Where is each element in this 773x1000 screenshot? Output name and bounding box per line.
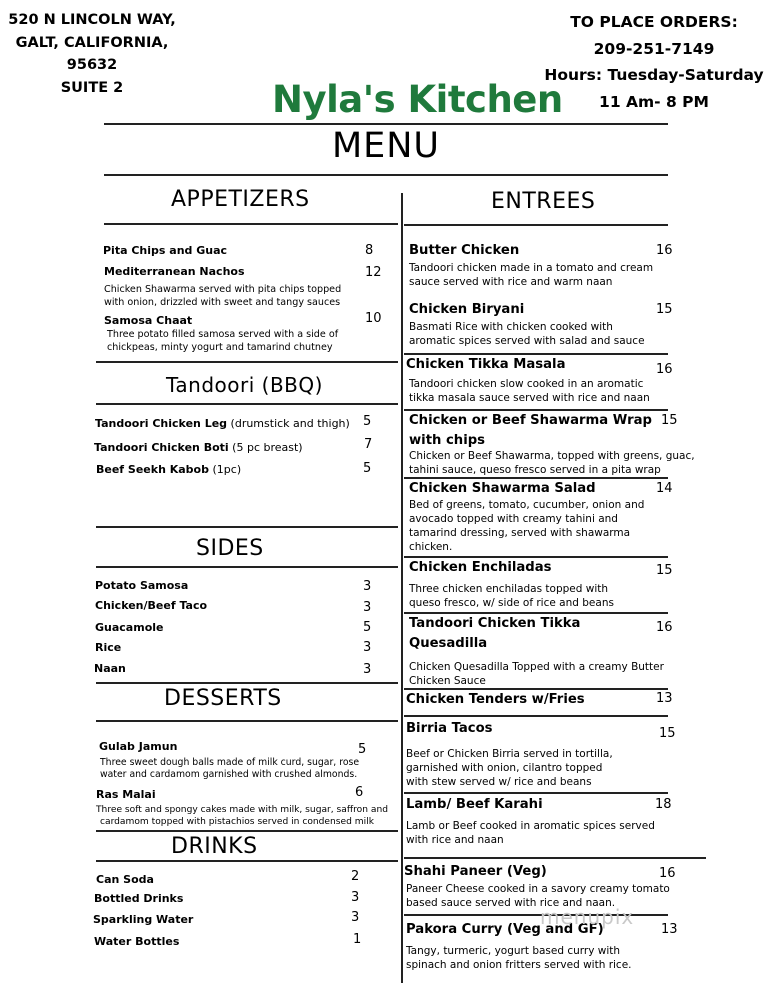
menu-item-price: 10 (365, 311, 382, 326)
menu-item-price: 5 (358, 742, 367, 757)
divider (404, 792, 668, 794)
divider (96, 830, 398, 832)
entree-name: Pakora Curry (Veg and GF) (406, 922, 604, 937)
entree-name: Chicken or Beef Shawarma Wrap with chips (409, 413, 652, 448)
menu-item-name: Beef Seekh Kabob (1pc) (96, 463, 242, 476)
entree-price: 15 (661, 413, 678, 428)
entree-desc: Tandoori chicken made in a tomato and cream sauce served with rice and warm naan (409, 262, 654, 288)
menu-item-price: 1 (353, 932, 362, 947)
entree-name: Chicken Tenders w/Fries (406, 692, 585, 707)
entree-desc: Lamb or Beef cooked in aromatic spices served with rice and naan (406, 820, 655, 846)
entree-price: 16 (656, 620, 673, 635)
entree-price: 16 (656, 243, 673, 258)
entree-desc: Basmati Rice with chicken cooked with aromatic spices served with salad and sauce (409, 321, 645, 347)
section-title-sides: SIDES (196, 536, 264, 561)
menu-item-price: 3 (363, 579, 372, 594)
divider (96, 682, 398, 684)
entree-price: 15 (656, 563, 673, 578)
menu-item-price: 7 (364, 437, 373, 452)
orders-block (535, 9, 773, 115)
divider (96, 526, 398, 528)
entree-desc: Chicken or Beef Shawarma, topped with greens, guac, tahini sauce, queso fresco served in a pita wrap (409, 450, 695, 476)
divider (404, 857, 706, 859)
entree-name: Chicken Enchiladas (409, 560, 552, 575)
menu-item-price: 5 (363, 620, 372, 635)
hours-days: Hours: Tuesday-Saturday (544, 66, 764, 84)
address-line: GALT, CALIFORNIA, (15, 34, 169, 51)
entree-price: 14 (656, 481, 673, 496)
entree-price: 16 (656, 362, 673, 377)
menu-item-price: 3 (363, 600, 372, 615)
entree-desc: Tandoori chicken slow cooked in an aromatic tikka masala sauce served with rice and naan (409, 378, 650, 404)
column-divider (401, 193, 403, 983)
menu-item-price: 2 (351, 869, 360, 884)
menu-item-name: Sparkling Water (93, 913, 194, 926)
entree-name: Lamb/ Beef Karahi (406, 797, 543, 812)
menu-item-desc: Chicken Shawarma served with pita chips topped with onion, drizzled with sweet and tangy sauces (104, 284, 342, 308)
entree-name: Shahi Paneer (Veg) (404, 864, 547, 879)
entree-desc: Beef or Chicken Birria served in tortilla, garnished with onion, cilantro topped with stew served w/ rice and beans (406, 748, 613, 788)
entree-desc: Chicken Quesadilla Topped with a creamy Butter Chicken Sauce (409, 661, 664, 687)
menu-item-desc: Three sweet dough balls made of milk curd, sugar, rose water and cardamom garnished with crushed almonds. (100, 757, 360, 780)
menu-item-desc: Three potato filled samosa served with a side of chickpeas, minty yogurt and tamarind chutney (107, 329, 339, 353)
orders-label: TO PLACE ORDERS: (570, 13, 738, 31)
entree-desc: Bed of greens, tomato, cucumber, onion and avocado topped with creamy tahini and tamarind dressing, served with shawarma chicken. (409, 499, 645, 553)
menu-item-price: 5 (363, 414, 372, 429)
menu-item-price: 3 (363, 640, 372, 655)
watermark: menupix (540, 905, 635, 929)
section-title-desserts: DESSERTS (164, 686, 282, 711)
menu-item-name: Gulab Jamun (99, 740, 178, 753)
section-title-entrees: ENTREES (491, 189, 596, 214)
menu-item-price: 5 (363, 461, 372, 476)
menu-item-price: 6 (355, 785, 364, 800)
menu-item-name: Tandoori Chicken Boti (5 pc breast) (94, 441, 303, 454)
hours-time: 11 Am- 8 PM (599, 92, 709, 111)
menu-item-name: Tandoori Chicken Leg (drumstick and thigh) (95, 417, 350, 430)
address-line: SUITE 2 (60, 79, 124, 96)
section-title-drinks: DRINKS (171, 834, 258, 859)
entree-desc: Paneer Cheese cooked in a savory creamy tomato based sauce served with rice and naan. (406, 883, 670, 909)
menu-item-price: 3 (351, 910, 360, 925)
entree-price: 16 (659, 866, 676, 881)
entree-price: 15 (656, 302, 673, 317)
divider (104, 174, 668, 176)
menu-item-name: Potato Samosa (95, 579, 189, 592)
menu-item-name: Naan (94, 662, 126, 675)
divider (404, 715, 668, 717)
menu-item-name: Mediterranean Nachos (104, 265, 245, 278)
entree-price: 13 (656, 691, 673, 706)
entree-desc: Tangy, turmeric, yogurt based curry with spinach and onion fritters served with rice. (406, 945, 632, 971)
entree-name: Chicken Tikka Masala (406, 357, 566, 372)
menu-item-desc: Three soft and spongy cakes made with milk, sugar, saffron and cardamom topped with pistachios served in condensed milk (96, 805, 388, 827)
divider (96, 361, 398, 363)
menu-item-price: 3 (363, 662, 372, 677)
entree-name: Birria Tacos (406, 721, 493, 736)
divider (96, 403, 398, 405)
entree-price: 18 (655, 797, 672, 812)
divider (96, 720, 398, 722)
address-line: 520 N LINCOLN WAY, (8, 12, 176, 28)
section-title-tandoori: Tandoori (BBQ) (166, 373, 323, 397)
divider (104, 123, 668, 125)
menu-title: MENU (331, 126, 441, 166)
restaurant-name: Nyla's Kitchen (272, 78, 563, 121)
menu-item-name: Ras Malai (96, 788, 156, 801)
divider (96, 860, 398, 862)
menu-item-name: Bottled Drinks (94, 892, 184, 905)
divider (404, 224, 668, 226)
menu-item-price: 3 (351, 890, 360, 905)
section-title-appetizers: APPETIZERS (171, 187, 310, 212)
menu-item-name: Chicken/Beef Taco (95, 599, 208, 612)
menu-item-name: Pita Chips and Guac (103, 244, 228, 257)
entree-price: 15 (659, 726, 676, 741)
menu-item-name: Rice (95, 641, 122, 654)
menu-item-name: Samosa Chaat (104, 314, 193, 327)
entree-name: Chicken Biryani (409, 302, 525, 317)
entree-name: Tandoori Chicken Tikka Quesadilla (409, 616, 581, 651)
menu-item-name: Water Bottles (94, 935, 180, 948)
menu-item-price: 8 (365, 243, 374, 258)
entree-desc: Three chicken enchiladas topped with queso fresco, w/ side of rice and beans (409, 583, 614, 609)
phone-number[interactable]: 209-251-7149 (593, 39, 715, 58)
entree-name: Butter Chicken (409, 243, 520, 258)
divider (104, 223, 398, 225)
menu-item-name: Guacamole (95, 621, 164, 634)
menu-item-name: Can Soda (96, 873, 154, 886)
entree-name: Chicken Shawarma Salad (409, 481, 596, 496)
address-block (6, 9, 178, 99)
address-line: 95632 (66, 57, 118, 73)
divider (96, 566, 398, 568)
menu-item-price: 12 (365, 265, 382, 280)
entree-price: 13 (661, 922, 678, 937)
